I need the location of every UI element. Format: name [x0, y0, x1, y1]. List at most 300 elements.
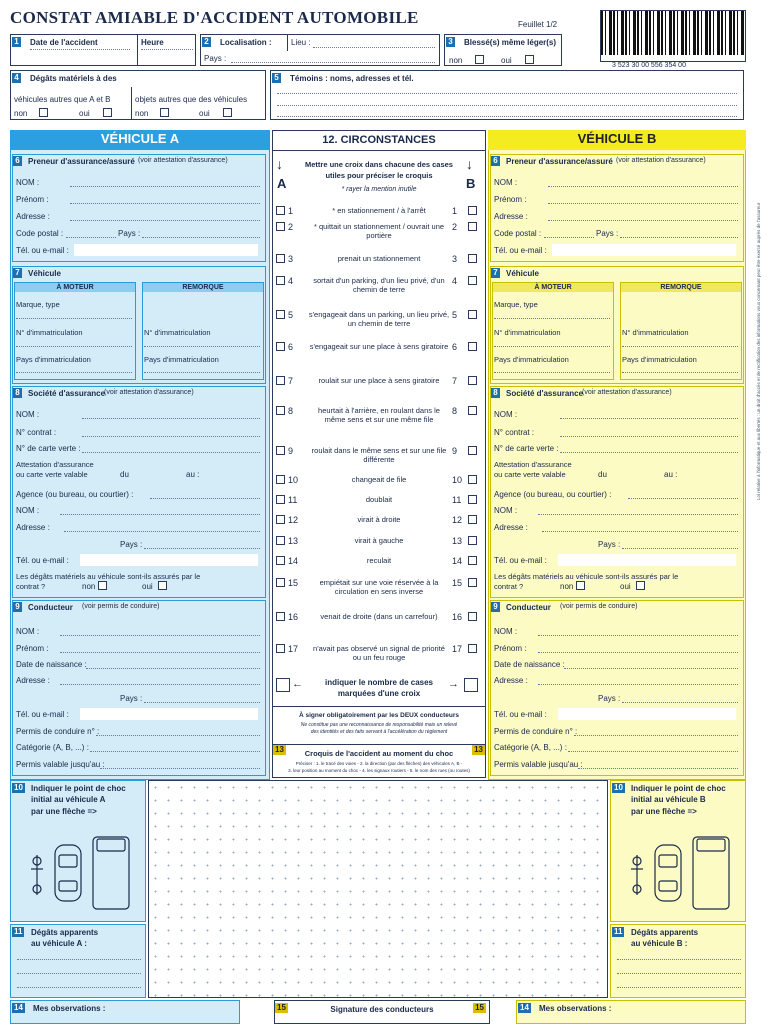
section-number: 11 [14, 927, 23, 936]
circonstance-number-a: 1 [288, 206, 294, 216]
circonstance-row [272, 612, 486, 636]
attestation-label-2: ou carte verte valable [494, 470, 566, 479]
degats-b-field-1[interactable] [617, 959, 741, 960]
section-number: 14 [520, 1003, 529, 1012]
heure-label: Heure [141, 38, 164, 47]
blesses-oui-checkbox[interactable] [525, 55, 534, 64]
agence-tel-field[interactable] [558, 554, 736, 566]
pays-immat-label: Pays d'immatriculation [494, 355, 569, 364]
degats-a-field-1[interactable] [17, 959, 141, 960]
immat-remorque-field[interactable] [622, 346, 738, 347]
valable-label: Permis valable jusqu'au : [16, 760, 105, 769]
checkbox-b[interactable] [468, 406, 477, 415]
temoins-field-3[interactable] [277, 116, 737, 117]
checkbox-a[interactable] [276, 446, 285, 455]
section-number: 8 [491, 388, 500, 398]
adresse-label: Adresse : [16, 676, 50, 685]
agence-adresse-field[interactable] [542, 531, 738, 532]
section-number: 13 [474, 745, 483, 754]
circonstance-number-b: 6 [452, 342, 458, 352]
circonstance-text: venait de droite (dans un carrefour) [320, 612, 438, 621]
immat-remorque-label: N° d'immatriculation [144, 328, 211, 337]
checkbox-a[interactable] [276, 406, 285, 415]
section-number: 15 [475, 1003, 484, 1012]
degats-a-field-3[interactable] [17, 987, 141, 988]
circonstance-number-a: 10 [288, 475, 299, 485]
prenom-label: Prénom : [494, 644, 527, 653]
checkbox-a[interactable] [276, 644, 285, 653]
immat-label: N° d'immatriculation [16, 328, 83, 337]
circonstance-number-a: 17 [288, 644, 299, 654]
checkbox-b[interactable] [468, 310, 477, 319]
checkbox-b[interactable] [468, 578, 477, 587]
section-number: 15 [277, 1003, 286, 1012]
oui-label: oui [142, 582, 153, 591]
column-b-label: B [466, 176, 476, 191]
adresse-label: Adresse : [494, 523, 528, 532]
circonstance-text: s'engageait dans un parking, un lieu privé, un chemin de terre [308, 310, 450, 328]
naissance-label: Date de naissance : [16, 660, 87, 669]
circonstance-row [272, 644, 486, 668]
pays-immat-remorque-field[interactable] [144, 372, 260, 373]
blesses-non-label: non [449, 56, 463, 65]
carte-verte-label: N° de carte verte : [494, 444, 559, 453]
circonstance-number-a: 7 [288, 376, 294, 386]
adresse-label: Adresse : [16, 212, 50, 221]
degats-apparents-a-panel [10, 924, 146, 998]
preneur-subtitle: (voir attestation d'assurance) [138, 157, 228, 164]
immat-field[interactable] [16, 346, 132, 347]
tel-label: Tél. ou e-mail : [16, 556, 69, 565]
nom-label: NOM : [16, 178, 40, 187]
agence-pays-field[interactable] [622, 548, 738, 549]
nom-field[interactable] [560, 418, 738, 419]
section-localisation [200, 34, 440, 66]
circonstance-number-a: 3 [288, 254, 294, 264]
circonstance-row [272, 222, 486, 246]
tel-field[interactable] [552, 244, 736, 256]
nom-field[interactable] [548, 186, 738, 187]
section-number: 9 [13, 602, 22, 612]
circonstance-row [272, 406, 486, 430]
temoins-field-2[interactable] [277, 105, 737, 106]
circonstance-number-b: 3 [452, 254, 458, 264]
contrat-question-label: contrat ? [494, 582, 524, 591]
naissance-label: Date de naissance : [494, 660, 565, 669]
croquis-grid[interactable] [148, 780, 608, 998]
temoins-label: Témoins : noms, adresses et tél. [290, 74, 414, 83]
checkbox-b[interactable] [468, 536, 477, 545]
checkbox-b[interactable] [468, 276, 477, 285]
tel-label: Tél. ou e-mail : [494, 710, 547, 719]
section-number: 5 [272, 73, 281, 83]
marque-field[interactable] [494, 318, 610, 319]
checkbox-b[interactable] [468, 475, 477, 484]
croquis-sub-1: Préciser : 1. le tracé des voies - 2. la direction (par des flèches) des véhicules A, B - [295, 761, 463, 766]
degats-a-field-2[interactable] [17, 973, 141, 974]
circonstance-number-a: 16 [288, 612, 299, 622]
adresse-field[interactable] [538, 684, 738, 685]
pays-immat-field[interactable] [494, 372, 610, 373]
circonstance-text: n'avait pas observé un signal de priorité ou un feu rouge [313, 644, 445, 662]
pays-label: Pays : [120, 694, 143, 703]
circonstance-text: empiétait sur une voie réservée à la circulation en sens inverse [319, 578, 439, 596]
adresse-field[interactable] [60, 684, 260, 685]
du-label: du [120, 470, 129, 479]
checkbox-b[interactable] [468, 515, 477, 524]
section-number: 4 [12, 73, 21, 83]
degats-apparents-b-panel [610, 924, 746, 998]
checkbox-a[interactable] [276, 612, 285, 621]
croquis-header [272, 744, 486, 778]
circonstance-text: changeait de file [351, 475, 407, 484]
preneur-title: Preneur d'assurance/assuré [28, 157, 135, 166]
contrat-field[interactable] [82, 436, 260, 437]
nom-label: NOM : [16, 506, 40, 515]
categorie-label: Catégorie (A, B, ...) : [16, 743, 89, 752]
lieu-label: Lieu : [291, 38, 311, 47]
preneur-subtitle: (voir attestation d'assurance) [616, 157, 706, 164]
assurance-title: Société d'assurance [28, 389, 106, 398]
croquis-sub-2: 3. leur position au moment du choc - 4. les signaux routiers - 5. le nom des rues (ou routes) [288, 768, 470, 773]
degats-assures-label: Les dégâts matériels au véhicule sont-ils assurés par le [494, 572, 679, 581]
observations-a-panel [10, 1000, 240, 1024]
moteur-header: À MOTEUR [493, 283, 613, 292]
checkbox-b[interactable] [468, 446, 477, 455]
nom-label: NOM : [16, 410, 40, 419]
vehicules-autres-label: véhicules autres que A et B [14, 95, 111, 104]
circonstance-number-b: 9 [452, 446, 458, 456]
agence-label: Agence (ou bureau, ou courtier) : [16, 490, 134, 499]
vehicule-a-header: VÉHICULE A [10, 130, 270, 150]
temoins-field-1[interactable] [277, 93, 737, 94]
nom-field[interactable] [70, 186, 260, 187]
adresse-field[interactable] [70, 220, 260, 221]
nom-label: NOM : [494, 178, 518, 187]
checkbox-a[interactable] [276, 310, 285, 319]
circonstance-text: virait à gauche [354, 536, 404, 545]
observations-a-label: Mes observations : [33, 1004, 106, 1013]
sign-mandatory: À signer obligatoirement par les DEUX conducteurs [298, 712, 459, 719]
non-label: non [82, 582, 96, 591]
code-postal-field[interactable] [66, 237, 116, 238]
tel-label: Tél. ou e-mail : [16, 246, 69, 255]
carte-verte-label: N° de carte verte : [16, 444, 81, 453]
immat-field[interactable] [494, 346, 610, 347]
marque-label: Marque, type [494, 300, 538, 309]
circonstance-text: sortait d'un parking, d'un lieu privé, d'un chemin de terre [313, 276, 445, 294]
checkbox-b[interactable] [468, 206, 477, 215]
assurance-title: Société d'assurance [506, 389, 584, 398]
du-label: du [598, 470, 607, 479]
section-number: 10 [14, 783, 23, 792]
checkbox-a[interactable] [276, 578, 285, 587]
nom-field[interactable] [538, 635, 738, 636]
agence-pays-field[interactable] [144, 548, 260, 549]
degats-apparents-line-2: au véhicule B : [631, 939, 688, 948]
pays-immat-field[interactable] [16, 372, 132, 373]
carte-verte-field[interactable] [82, 452, 260, 453]
objets-autres-label: objets autres que des véhicules [135, 95, 248, 104]
permis-label: Permis de conduire n° : [16, 727, 100, 736]
prenom-label: Prénom : [16, 644, 49, 653]
checkbox-a[interactable] [276, 222, 285, 231]
blesses-non-checkbox[interactable] [475, 55, 484, 64]
degats-b-field-3[interactable] [617, 987, 741, 988]
checkbox-b[interactable] [468, 495, 477, 504]
contrat-field[interactable] [560, 436, 738, 437]
assurance-subtitle: (voir attestation d'assurance) [582, 389, 672, 396]
naissance-field[interactable] [86, 668, 260, 669]
checkbox-a[interactable] [276, 495, 285, 504]
contrat-label: N° contrat : [494, 428, 535, 437]
checkbox-b[interactable] [468, 376, 477, 385]
prenom-field[interactable] [60, 652, 260, 653]
circonstance-row [272, 446, 486, 470]
side-legal-text: Loi relative à l'informatique et aux libertés : un droit d'accès et de rectification des informations vous concernant peut être exercé auprès de l'assureur [756, 202, 761, 500]
circonstance-number-b: 16 [452, 612, 463, 622]
section-blesses [444, 34, 562, 66]
immat-remorque-label: N° d'immatriculation [622, 328, 689, 337]
circonstance-row [272, 578, 486, 602]
circonstance-number-b: 14 [452, 556, 463, 566]
objets-non-checkbox[interactable] [160, 108, 169, 117]
code-postal-label: Code postal : [16, 229, 64, 238]
non-label: non [560, 582, 574, 591]
point-choc-line-1: Indiquer le point de choc [631, 784, 726, 793]
circonstances-instruction-3: * rayer la mention inutile [341, 186, 417, 193]
pays-label: Pays : [598, 540, 621, 549]
checkbox-a[interactable] [276, 515, 285, 524]
circonstance-number-b: 4 [452, 276, 458, 286]
date-accident-label: Date de l'accident [30, 38, 98, 47]
section-number: 7 [491, 268, 500, 278]
adresse-field[interactable] [548, 220, 738, 221]
checkbox-a[interactable] [276, 376, 285, 385]
section-number: 6 [491, 156, 500, 166]
nom-label: NOM : [494, 410, 518, 419]
point-choc-b-panel [610, 780, 746, 922]
vehicle-outlines-b-icon[interactable] [617, 825, 743, 915]
code-postal-field[interactable] [544, 237, 594, 238]
marque-field[interactable] [16, 318, 132, 319]
attestation-label-2: ou carte verte valable [16, 470, 88, 479]
circonstance-row [272, 254, 486, 278]
oui-label: oui [620, 582, 631, 591]
sign-note-1: Ne constitue pas une reconnaissance de responsabilité mais un relevé [300, 722, 458, 728]
point-choc-line-2: initial au véhicule B [631, 795, 706, 804]
remorque-header: REMORQUE [621, 283, 741, 292]
checkbox-b[interactable] [468, 644, 477, 653]
pays-label: Pays : [118, 229, 141, 238]
pays-field[interactable] [231, 62, 435, 63]
au-label: au : [186, 470, 200, 479]
vehicle-outlines-a-icon[interactable] [17, 825, 143, 915]
permis-field[interactable] [574, 735, 738, 736]
pays-field[interactable] [620, 237, 738, 238]
checkbox-a[interactable] [276, 276, 285, 285]
objets-oui-checkbox[interactable] [223, 108, 232, 117]
circonstance-number-b: 12 [452, 515, 463, 525]
pays-immat-remorque-field[interactable] [622, 372, 738, 373]
checkbox-a[interactable] [276, 342, 285, 351]
carte-verte-field[interactable] [560, 452, 738, 453]
point-choc-line-3: par une flèche => [631, 807, 697, 816]
valable-field[interactable] [100, 768, 260, 769]
contrat-question-label: contrat ? [16, 582, 46, 591]
agence-nom-field[interactable] [60, 514, 260, 515]
conducteur-pays-field[interactable] [622, 702, 738, 703]
arrow-right-icon: → [448, 678, 459, 690]
conducteur-subtitle: (voir permis de conduire) [82, 603, 160, 610]
conducteur-tel-field[interactable] [80, 708, 258, 720]
adresse-label: Adresse : [494, 676, 528, 685]
prenom-label: Prénom : [16, 195, 49, 204]
count-b-box[interactable] [464, 678, 478, 692]
section-number: 2 [202, 37, 211, 47]
count-label-2: marquées d'une croix [337, 689, 421, 698]
valable-field[interactable] [578, 768, 738, 769]
conducteur-title: Conducteur [506, 603, 551, 612]
circonstance-number-a: 11 [288, 495, 298, 505]
categorie-label: Catégorie (A, B, ...) : [494, 743, 567, 752]
agence-field[interactable] [628, 498, 738, 499]
checkbox-a[interactable] [276, 206, 285, 215]
observations-b-label: Mes observations : [539, 1004, 612, 1013]
circonstance-text: reculait [366, 556, 392, 565]
oui-label: oui [199, 109, 210, 118]
arrow-down-b-icon: ↓ [466, 156, 473, 172]
circonstance-row [272, 556, 486, 580]
circonstance-number-a: 5 [288, 310, 294, 320]
blesses-label: Blessé(s) même léger(s) [464, 38, 557, 47]
checkbox-b[interactable] [468, 342, 477, 351]
degats-oui-checkbox[interactable] [636, 581, 645, 590]
circonstance-number-b: 1 [452, 206, 458, 216]
feuillet-label: Feuillet 1/2 [518, 20, 558, 29]
vehicules-non-checkbox[interactable] [39, 108, 48, 117]
degats-apparents-line-1: Dégâts apparents [631, 928, 699, 937]
column-a-label: A [277, 176, 287, 191]
circonstance-number-b: 17 [452, 644, 463, 654]
pays-label: Pays : [598, 694, 621, 703]
circonstance-number-b: 2 [452, 222, 458, 232]
section-number: 3 [446, 37, 455, 47]
conducteur-tel-field[interactable] [558, 708, 736, 720]
section-number: 13 [275, 745, 284, 754]
vehicule-title: Véhicule [506, 269, 539, 278]
circonstance-number-a: 2 [288, 222, 294, 232]
degats-apparents-line-2: au véhicule A : [31, 939, 87, 948]
lieu-field[interactable] [313, 47, 435, 48]
degats-b-field-2[interactable] [617, 973, 741, 974]
blesses-oui-label: oui [501, 56, 512, 65]
checkbox-b[interactable] [468, 612, 477, 621]
checkbox-a[interactable] [276, 536, 285, 545]
circonstance-number-b: 7 [452, 376, 458, 386]
prenom-field[interactable] [70, 203, 260, 204]
agence-field[interactable] [150, 498, 260, 499]
agence-nom-field[interactable] [538, 514, 738, 515]
tel-field[interactable] [74, 244, 258, 256]
croquis-title: Croquis de l'accident au moment du choc [304, 749, 454, 758]
section-number: 11 [614, 927, 623, 936]
degats-non-checkbox[interactable] [98, 581, 107, 590]
sign-note-2: des identités et des faits servant à l'accélération du règlement [310, 729, 448, 735]
pays-label: Pays : [120, 540, 143, 549]
conducteur-subtitle: (voir permis de conduire) [560, 603, 638, 610]
nom-label: NOM : [494, 506, 518, 515]
circonstance-text: roulait sur une place à sens giratoire [318, 376, 440, 385]
circonstance-row [272, 342, 486, 366]
immat-remorque-field[interactable] [144, 346, 260, 347]
nom-field[interactable] [82, 418, 260, 419]
adresse-label: Adresse : [494, 212, 528, 221]
au-label: au : [664, 470, 678, 479]
degats-non-checkbox[interactable] [576, 581, 585, 590]
nom-label: NOM : [494, 627, 518, 636]
circonstance-row [272, 376, 486, 400]
section-number: 10 [614, 783, 623, 792]
categorie-field[interactable] [90, 751, 260, 752]
circonstance-text: * en stationnement / à l'arrêt [332, 206, 426, 215]
circonstance-number-b: 10 [452, 475, 463, 485]
circonstance-number-b: 8 [452, 406, 458, 416]
circonstance-text: s'engageait sur une place à sens giratoire [309, 342, 449, 351]
heure-field[interactable] [141, 49, 193, 50]
degats-oui-checkbox[interactable] [158, 581, 167, 590]
date-field[interactable] [30, 49, 130, 50]
circonstance-text: roulait dans le même sens et sur une file différente [311, 446, 447, 464]
section-number: 6 [13, 156, 22, 166]
pays-field[interactable] [142, 237, 260, 238]
count-a-box[interactable] [276, 678, 290, 692]
agence-adresse-field[interactable] [64, 531, 260, 532]
remorque-header: REMORQUE [143, 283, 263, 292]
agence-label: Agence (ou bureau, ou courtier) : [494, 490, 612, 499]
circonstance-row [272, 276, 486, 300]
section-temoins [270, 70, 744, 120]
tel-label: Tél. ou e-mail : [494, 556, 547, 565]
checkbox-b[interactable] [468, 222, 477, 231]
circonstance-number-a: 4 [288, 276, 294, 286]
point-choc-line-2: initial au véhicule A [31, 795, 106, 804]
permis-field[interactable] [96, 735, 260, 736]
contrat-label: N° contrat : [16, 428, 57, 437]
vehicule-title: Véhicule [28, 269, 61, 278]
circonstance-number-a: 14 [288, 556, 299, 566]
checkbox-a[interactable] [276, 556, 285, 565]
checkbox-a[interactable] [276, 475, 285, 484]
checkbox-b[interactable] [468, 556, 477, 565]
checkbox-b[interactable] [468, 254, 477, 263]
categorie-field[interactable] [568, 751, 738, 752]
nom-field[interactable] [60, 635, 260, 636]
degats-assures-label: Les dégâts matériels au véhicule sont-ils assurés par le [16, 572, 201, 581]
conducteur-pays-field[interactable] [144, 702, 260, 703]
pays-immat-remorque-label: Pays d'immatriculation [144, 355, 219, 364]
prenom-label: Prénom : [494, 195, 527, 204]
localisation-label: Localisation : [220, 38, 272, 47]
attestation-label-1: Attestation d'assurance [494, 460, 572, 469]
vehicules-oui-checkbox[interactable] [103, 108, 112, 117]
prenom-field[interactable] [538, 652, 738, 653]
naissance-field[interactable] [564, 668, 738, 669]
circonstance-number-a: 6 [288, 342, 294, 352]
prenom-field[interactable] [548, 203, 738, 204]
agence-tel-field[interactable] [80, 554, 258, 566]
checkbox-a[interactable] [276, 254, 285, 263]
